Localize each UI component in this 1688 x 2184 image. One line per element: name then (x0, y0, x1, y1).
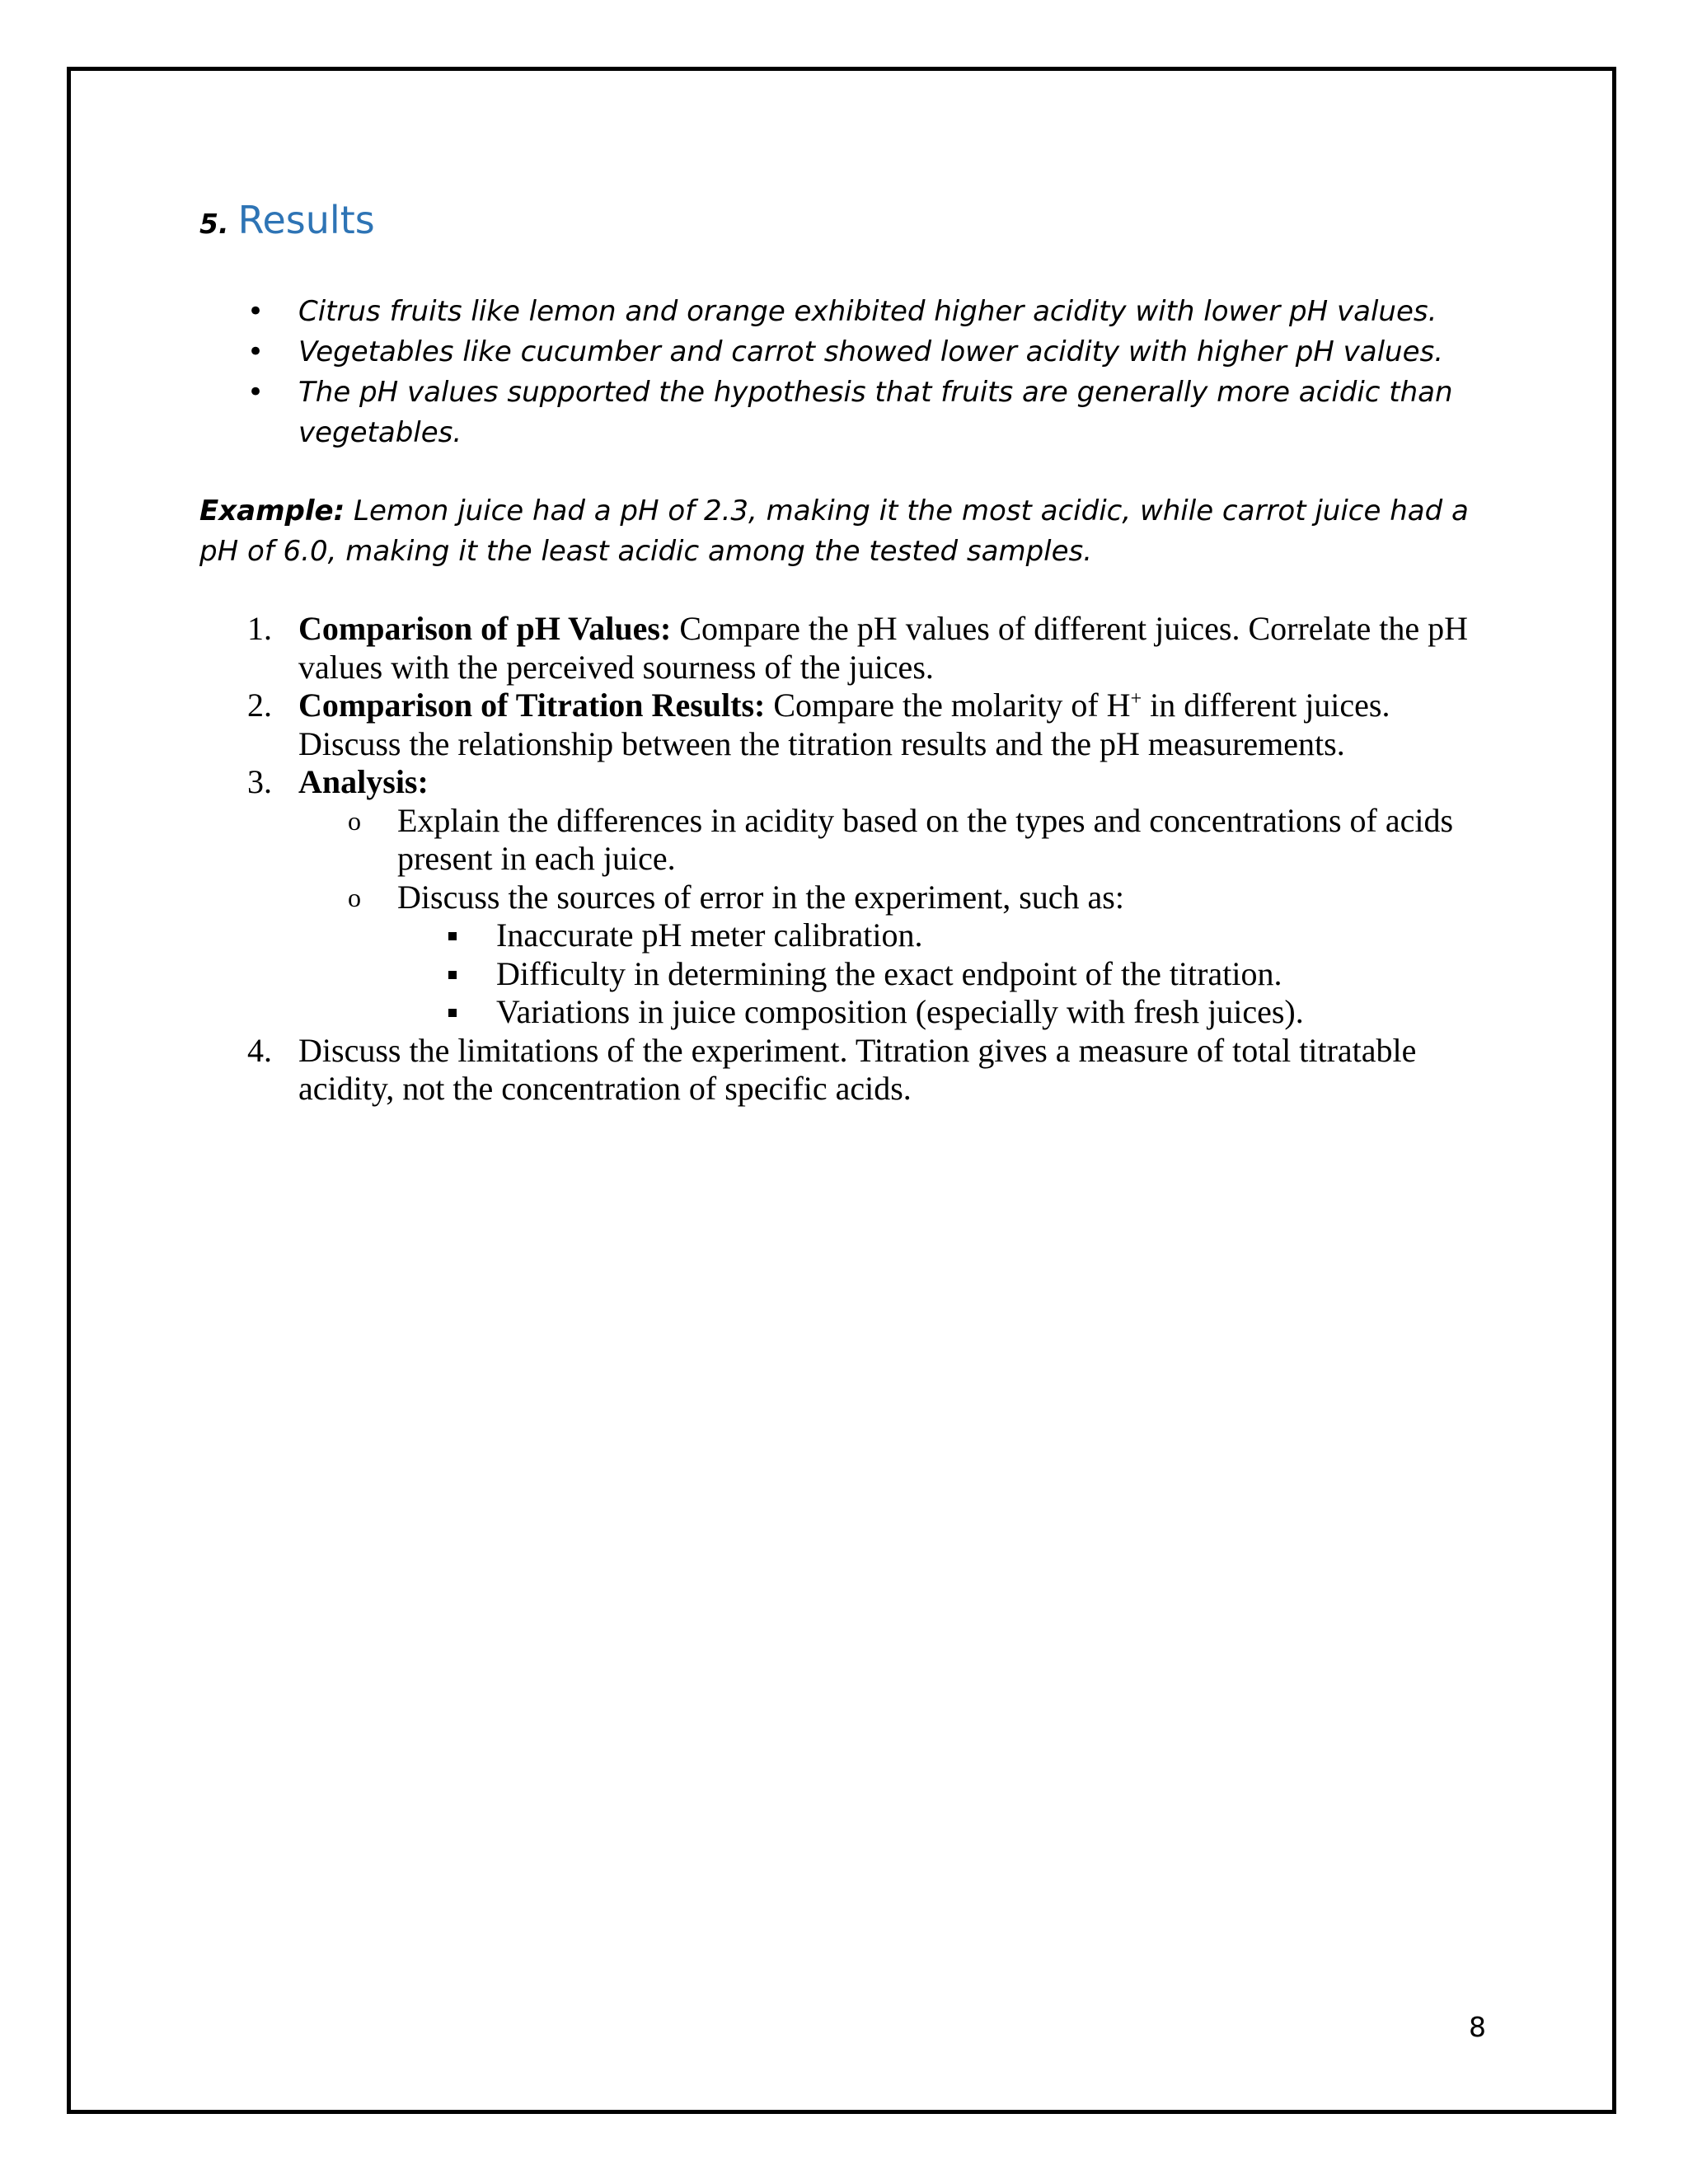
item-text: Discuss the limitations of the experiment. Titration gives a measure of total titratable acidity, not the concentration of specific acids. (298, 1031, 1417, 1107)
item-number: 4. (247, 1031, 272, 1069)
sub-item-text: Discuss the sources of error in the experiment, such as: (397, 878, 1124, 916)
item-text: Compare the molarity of H (773, 687, 1131, 724)
circle-bullet-icon: o (348, 805, 361, 836)
bullet-icon: • (247, 376, 265, 409)
square-bullet-icon (448, 932, 457, 940)
sub-sub-item-text: Difficulty in determining the exact endpoint of the titration. (496, 954, 1282, 992)
bullet-text: Citrus fruits like lemon and orange exhibited higher acidity with lower pH values. (298, 295, 1437, 328)
list-item (247, 292, 1484, 332)
bullet-text: The pH values supported the hypothesis that fruits are generally more acidic than vegetables. (298, 376, 1453, 449)
square-bullet-icon (448, 971, 457, 979)
sub-item-text: Explain the differences in acidity based on the types and concentrations of acids present in each juice. (397, 801, 1454, 877)
section-heading (199, 198, 375, 242)
sub-sub-item (247, 993, 1492, 1032)
sub-sub-item (247, 916, 1492, 955)
item-title: Analysis: (298, 763, 429, 800)
numbered-item-1 (247, 610, 1492, 687)
numbered-list (247, 610, 1492, 1108)
sub-item (247, 879, 1492, 917)
sub-sub-item (247, 955, 1492, 994)
numbered-item-4 (247, 1032, 1492, 1108)
circle-bullet-icon: o (348, 882, 361, 912)
bullet-text: Vegetables like cucumber and carrot showed lower acidity with higher pH values. (298, 335, 1444, 368)
results-bullet-list (247, 292, 1484, 453)
sub-sub-item-text: Variations in juice composition (especially with fresh juices). (496, 993, 1304, 1030)
superscript-plus: + (1130, 688, 1142, 710)
numbered-item-3 (247, 763, 1492, 802)
sub-sub-item-text: Inaccurate pH meter calibration. (496, 916, 923, 954)
example-label: Example: (199, 494, 345, 527)
item-number: 3. (247, 763, 272, 800)
list-item (247, 373, 1484, 453)
item-number: 2. (247, 687, 272, 724)
bullet-icon: • (247, 295, 265, 328)
example-paragraph (199, 491, 1485, 572)
item-text: Compare the pH values of different juices. Correlate the pH values with the perceived sourness of the juices. (298, 610, 1469, 686)
list-item (247, 332, 1484, 373)
sub-item (247, 802, 1492, 879)
item-number: 1. (247, 610, 272, 647)
item-text-continued: in different juices. Discuss the relationship between the titration results and the pH measurements. (298, 687, 1390, 762)
numbered-item-2 (247, 687, 1492, 763)
item-title: Comparison of pH Values: (298, 610, 672, 647)
example-text: Lemon juice had a pH of 2.3, making it the most acidic, while carrot juice had a pH of 6.0, making it the least acidic among the tested samples. (199, 494, 1469, 568)
section-title: Results (237, 198, 375, 242)
item-title: Comparison of Titration Results: (298, 687, 766, 724)
page-number: 8 (1469, 2011, 1486, 2043)
section-number: 5. (199, 208, 229, 240)
square-bullet-icon (448, 1009, 457, 1017)
bullet-icon: • (247, 335, 265, 368)
